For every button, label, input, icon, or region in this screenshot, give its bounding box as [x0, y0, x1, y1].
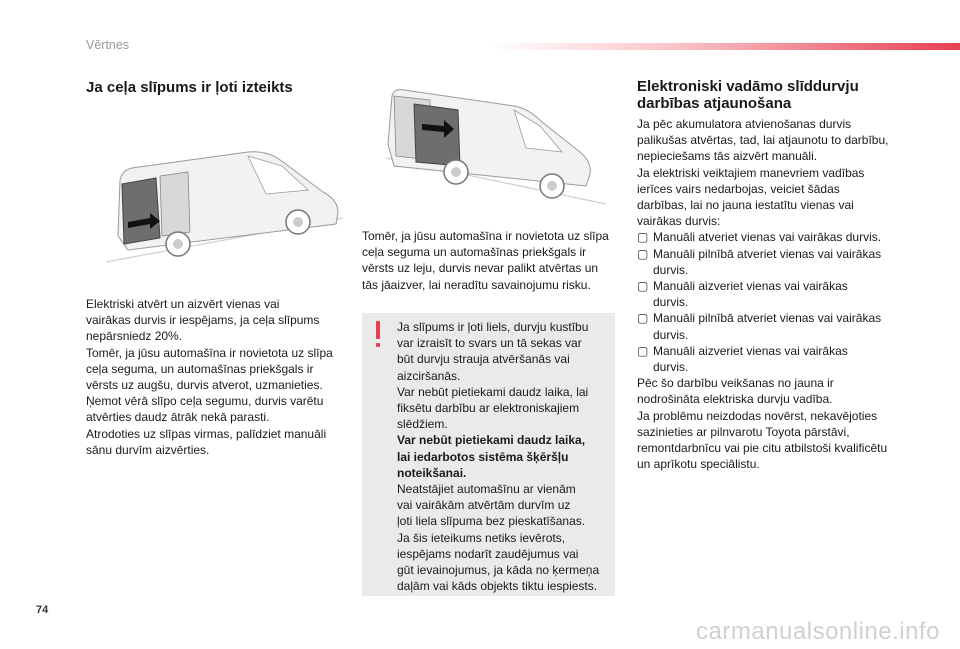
watermark: carmanualsonline.info [696, 618, 940, 645]
van-uphill-illustration [98, 140, 348, 268]
steps-list [637, 229, 907, 375]
list-item: ▢ Manuāli aizveriet vienas vai vairākas durvis. [637, 279, 848, 310]
warning-text: Ja slīpums ir ļoti liels, durvju kustību var izraisīt to svars un tā sekas var būt durvju strauja atvēršanās vai aizciršanās. Var nebūt pietiekami daudz laika, lai fiksētu darbību ar elektroniskajiem slēdžiem. Var nebūt pietiekami daudz laika, lai iedarbotos sistēma šķēršļu noteikšanai. Neatstājiet automašīnu ar vienām vai vairākām atvērtām durvīm uz ļoti liela slīpuma bez pieskatīšanas. Ja šis ieteikums netiks ievērots, iespējams nodarīt zaudējumus vai gūt ievainojumus, ja kāda no ķermeņa daļām vai kāds objekts tiktu iespiests. [397, 320, 600, 594]
check-box-icon: ▢ [637, 230, 649, 245]
left-heading: Ja ceļa slīpums ir ļoti izteikts [86, 79, 293, 96]
check-box-icon: ▢ [637, 311, 649, 326]
warning-box [362, 313, 615, 596]
middle-body-text: Tomēr, ja jūsu automašīna ir novietota uz slīpa ceļa seguma un automašīnas priekšgals ir vērsts uz leju, durvis nevar palikt atvērtas un tās jāaizver, lai neradītu savainojumu risku. [362, 229, 609, 292]
check-box-icon: ▢ [637, 246, 649, 261]
exclamation-icon [372, 321, 384, 349]
list-item: ▢ Manuāli pilnībā atveriet vienas vai vairākas durvis. [637, 311, 882, 342]
right-heading: Elektroniski vadāmo slīddurvju darbības atjaunošana [637, 78, 859, 112]
header-accent-bar [490, 43, 960, 50]
left-body-text: Elektriski atvērt un aizvērt vienas vai vairākas durvis ir iespējams, ja ceļa slīpums nepārsniedz 20%. Tomēr, ja jūsu automašīna ir novietota uz slīpa ceļa seguma, un automašīnas priekšgals ir vērsts uz augšu, durvis atverot, uzmanieties. Ņemot vērā slīpo ceļa segumu, durvis varētu atvērties daudz ātrāk nekā parasti. Atrodoties uz slīpas virmas, palīdziet manuāli sānu durvīm aizvērties. [86, 297, 333, 457]
page-number: 74 [36, 604, 49, 616]
right-body-text: Ja pēc akumulatora atvienošanas durvis palikušas atvērtas, tad, lai atjaunotu to darbību, nepieciešams tās aizvērt manuāli. Ja elektriski veiktajiem manevriem vadības ierīces vairs nedarbojas, veiciet šādas darbības, lai no jauna iestatītu vienas vai vairākas durvis: ▢ Manuāli atveriet vienas vai vairākas durvis. ▢ Manuāli pilnībā atveriet vienas vai vairākas durvis. ▢ Manuāli aizveriet vienas vai vairākas durvis. ▢ Manuāli pilnībā atveriet vienas vai vairākas durvis. ▢ Manuāli aizveriet vienas vai vairākas durvis. Pēc šo darbību veikšanas no jauna ir nodrošināta elektriska durvju vadība. Ja problēmu neizdodas novērst, nekavējoties sazinieties ar pilnvarotu Toyota pārstāvi, remontdarbnīcu vai pie citu atbilstoši kvalificētu un aprīkotu speciālistu. [637, 116, 907, 472]
van-downhill-illustration [366, 82, 611, 210]
section-label: Vērtnes [86, 38, 130, 52]
check-box-icon: ▢ [637, 279, 649, 294]
list-item: ▢ Manuāli atveriet vienas vai vairākas durvis. [637, 230, 882, 245]
list-item: ▢ Manuāli aizveriet vienas vai vairākas durvis. [637, 343, 848, 375]
check-box-icon: ▢ [637, 343, 649, 358]
list-item: ▢ Manuāli pilnībā atveriet vienas vai vairākas durvis. [637, 246, 882, 277]
